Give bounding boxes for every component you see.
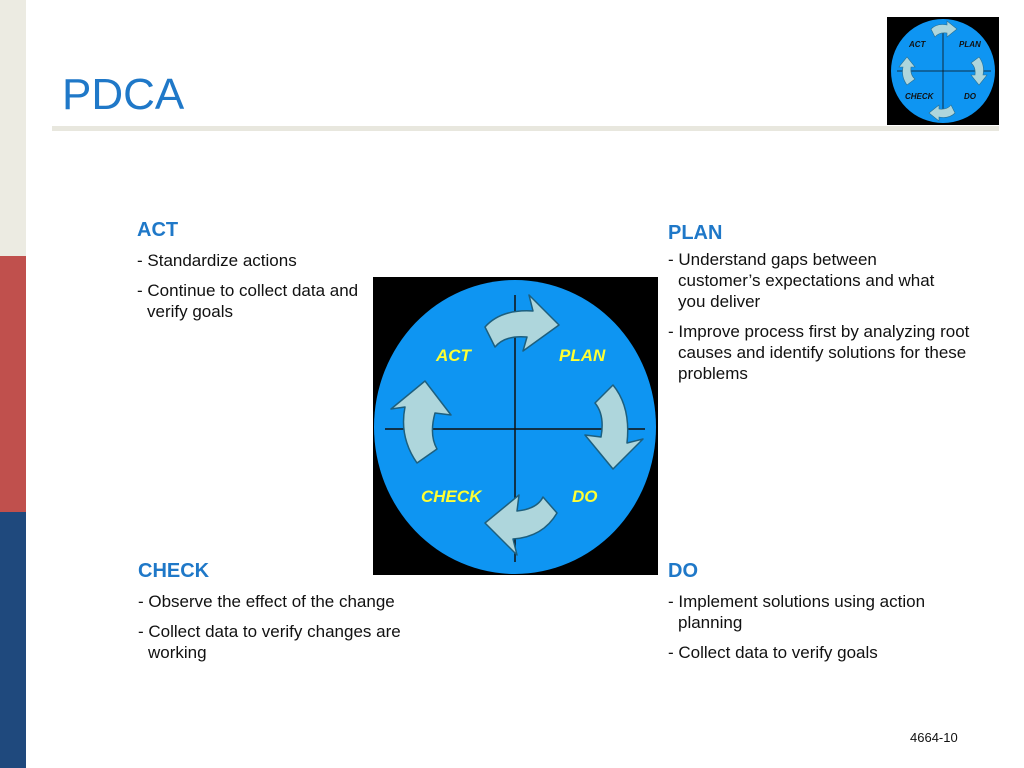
check-bullet-2: - Collect data to verify changes are working — [138, 622, 401, 662]
do-heading: DO — [668, 560, 698, 582]
slide-title: PDCA — [62, 70, 185, 119]
check-heading: CHECK — [138, 560, 210, 582]
act-heading: ACT — [137, 219, 179, 241]
side-stripe-red — [0, 256, 26, 512]
diagram-label-act: ACT — [436, 346, 471, 365]
diagram-label-check: CHECK — [421, 487, 482, 506]
title-underline — [52, 126, 999, 131]
logo-label-check: CHECK — [905, 92, 934, 101]
do-section — [668, 559, 968, 672]
pdca-cycle-diagram — [373, 277, 658, 575]
pdca-logo — [887, 17, 999, 125]
side-stripe-beige — [0, 0, 26, 256]
slide-number: 4664-10 — [910, 730, 958, 745]
diagram-label-plan: PLAN — [559, 346, 606, 365]
act-section — [137, 218, 377, 331]
logo-label-do: DO — [964, 92, 976, 101]
do-bullet-1: - Implement solutions using action planning — [668, 592, 926, 632]
plan-bullet-2: - Improve process first by analyzing root causes and identify solutions for these problems — [668, 322, 970, 383]
plan-bullet-1: - Understand gaps between customer’s expectations and what you deliver — [668, 250, 935, 311]
logo-label-plan: PLAN — [959, 40, 981, 49]
check-bullet-1: - Observe the effect of the change — [138, 592, 395, 611]
act-bullet-1: - Standardize actions — [137, 251, 297, 270]
diagram-label-do: DO — [572, 487, 598, 506]
plan-heading: PLAN — [668, 222, 723, 244]
plan-section — [668, 221, 998, 393]
do-bullet-2: - Collect data to verify goals — [668, 643, 878, 662]
check-section — [138, 559, 468, 672]
act-bullet-2: - Continue to collect data and verify goals — [137, 281, 359, 321]
logo-label-act: ACT — [909, 40, 926, 49]
side-stripe-blue — [0, 512, 26, 768]
